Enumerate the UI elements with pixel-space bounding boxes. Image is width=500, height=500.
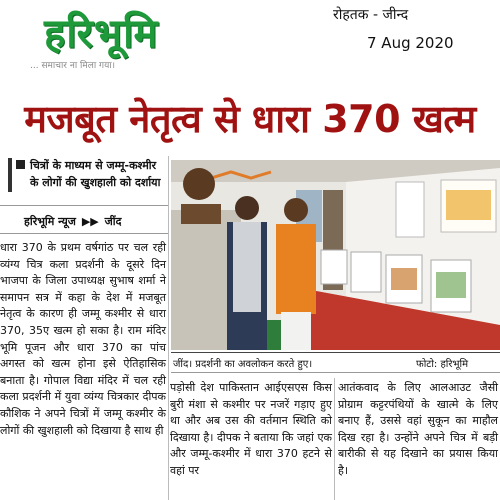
photo-caption: जींद। प्रदर्शनी का अवलोकन करते हुए। <box>173 359 313 370</box>
newspaper-logo: हरिभूमि <box>44 11 159 57</box>
article-column-3 <box>338 380 498 480</box>
column-divider <box>168 156 169 500</box>
caption-bottom-rule <box>171 372 500 373</box>
article-paragraph: आतंकवाद के लिए आलआउट जैसी प्रोग्राम कट्टरपंथियों के खात्मे के लिए बनाए हैं, उससे वहां सुकून का माहौल दिख रहा है। उन्होंने अपने चित्र में बड़ी बारीकी से यह दिखाने का प्रयास किया है। <box>338 381 498 477</box>
edition-label: रोहतक - जीन्द <box>333 7 409 23</box>
byline-place: जींद <box>104 215 122 228</box>
cut-off-text-strip <box>0 60 500 72</box>
article-column-2 <box>170 380 332 480</box>
headline: मजबूत नेतृत्व से धारा 370 खत्म <box>24 97 476 141</box>
caption-rule <box>171 352 500 353</box>
kicker-bullet-icon <box>16 160 25 169</box>
article-paragraph: धारा 370 के प्रथम वर्षगांठ पर चल रही व्यंग्य चित्र कला प्रदर्शनी के दूसरे दिन भाजपा के जिला उपाध्यक्ष सुभाष शर्मा ने समापन सत्र में कहा के देश में मजबूत नेतृत्व के कारण ही जम्मू कश्मीर से धारा 370, 35ए खत्म हो सका है। राम मंदिर भूमि पूजन और धारा 370 का पांच अगस्त को खत्म होना इसे ऐतिहासिक बनाता है। गोपाल विद्या मंदिर में चल रही कला प्रदर्शनी में युवा व्यंग्य चित्रकार दीपक कौशिक ने अपने चित्रों में जम्मू कश्मीर के लोगों की खुशहाली को दिखाया है साथ ही <box>0 241 166 437</box>
article-paragraph: पड़ोसी देश पाकिस्तान आईएसएस किस बुरी मंशा से कश्मीर पर नजरें गड़ाए हुए था और अब उस की वर्तमान स्थिति को दिखाया है। दीपक ने बताया कि जहां एक और जम्मू-कश्मीर में धारा 370 हटने से वहां पर <box>170 381 332 477</box>
column-divider <box>334 378 335 500</box>
article-column-1 <box>0 240 166 439</box>
byline-arrows-icon: ▶▶ <box>81 215 99 228</box>
photo-credit: फोटो: हरिभूमि <box>416 359 469 370</box>
byline-rule <box>0 233 168 234</box>
kicker-text: चित्रों के माध्यम से जम्मू-कश्मीर के लोगों की खुशहाली को दर्शाया <box>30 159 161 189</box>
edition-date: 7 Aug 2020 <box>367 34 454 52</box>
cut-off-text: ... समाचार ना मिला गया। <box>30 61 116 71</box>
article-photo <box>171 160 500 350</box>
exhibition-photo-illustration <box>171 160 500 350</box>
byline-paper: हरिभूमि न्यूज <box>24 215 76 228</box>
byline <box>24 214 121 229</box>
kicker-bar <box>8 158 12 192</box>
kicker-rule <box>0 205 168 206</box>
